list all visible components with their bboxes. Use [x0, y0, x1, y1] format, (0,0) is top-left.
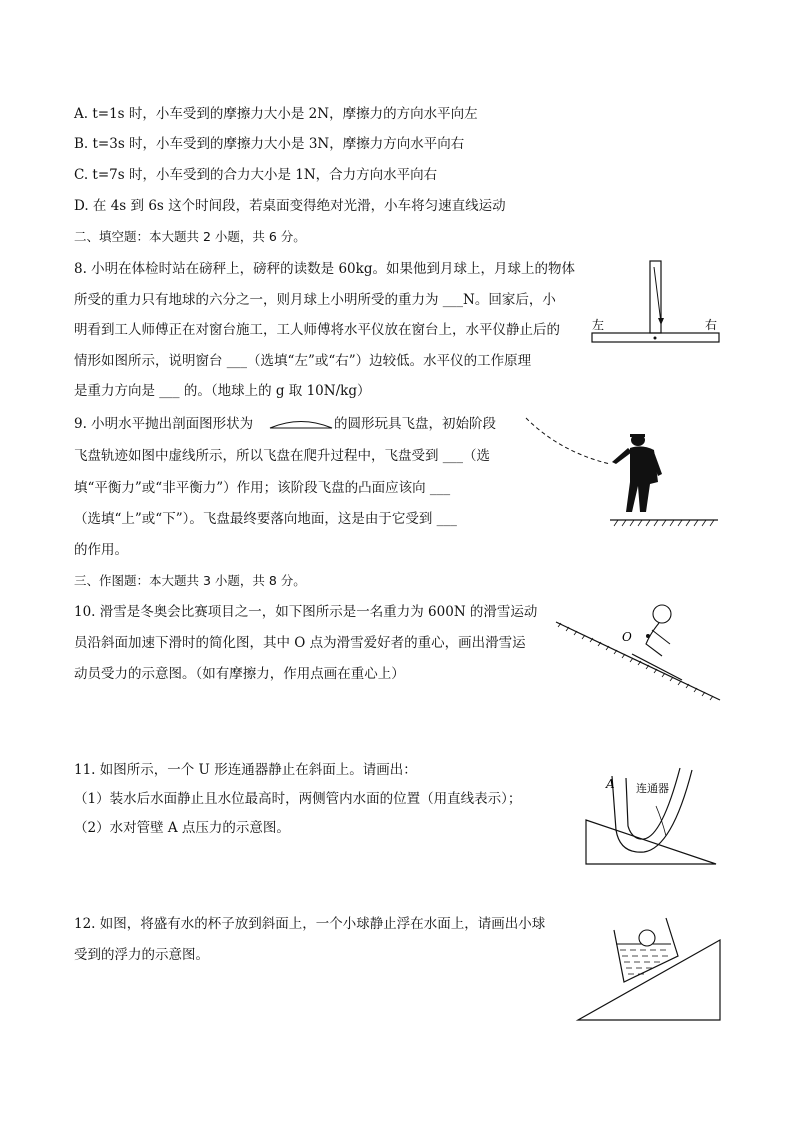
fig-label-left: 左 [592, 318, 605, 332]
center-of-gravity-dot [646, 634, 650, 638]
q9-line-1a: 9. 小明水平抛出剖面图形状为 [74, 416, 254, 432]
level-instrument [650, 261, 661, 333]
option-b: B. t=3s 时，小车受到的摩擦力大小是 3N，摩擦力方向水平向右 [74, 136, 465, 152]
q10-line-1: 10. 滑雪是冬奥会比赛项目之一，如下图所示是一名重力为 600N 的滑雪运动 [74, 604, 538, 620]
q8-line-3: 明看到工人师傅正在对窗台施工，工人师傅将水平仪放在窗台上，水平仪静止后的 [74, 322, 560, 338]
incline [586, 820, 716, 864]
q9-line-2: 飞盘轨迹如图中虚线所示，所以飞盘在爬升过程中，飞盘受到 ___（选 [74, 448, 491, 464]
fig-label-right: 右 [705, 318, 718, 332]
q9-line-4: （选填“上”或“下”）。飞盘最终要落向地面，这是由于它受到 ___ [74, 511, 457, 527]
q8-line-2: 所受的重力只有地球的六分之一，则月球上小明所受的重力为 ___N。回家后，小 [74, 292, 556, 308]
skier-arm [652, 630, 670, 644]
center-label-o: O [622, 630, 632, 644]
skier-body [646, 623, 662, 656]
plumb-line [654, 267, 661, 323]
option-a: A. t=1s 时，小车受到的摩擦力大小是 2N，摩擦力的方向水平向左 [74, 106, 478, 122]
level-figure [588, 255, 724, 350]
q11-line-2: （1）装水后水面静止且水位最高时，两侧管内水面的位置（用直线表示）； [74, 791, 522, 807]
q9-line-1b: 的圆形玩具飞盘，初始阶段 [334, 416, 496, 432]
u-tube-figure [582, 760, 722, 868]
q12-line-2: 受到的浮力的示意图。 [74, 947, 209, 963]
option-d: D. 在 4s 到 6s 这个时间段，若桌面变得绝对光滑，小车将匀速直线运动 [74, 198, 506, 214]
u-tube-inner [626, 768, 680, 839]
skier-head [653, 605, 671, 623]
q10-line-3: 动员受力的示意图。（如有摩擦力，作用点画在重心上） [74, 666, 405, 682]
frisbee-throw-figure [520, 412, 720, 534]
floating-ball-figure [574, 912, 724, 1024]
section-3-title: 三、作图题：本大题共 3 小题，共 8 分。 [74, 573, 306, 588]
option-c: C. t=7s 时，小车受到的合力大小是 1N，合力方向水平向右 [74, 167, 438, 183]
section-2-title: 二、填空题：本大题共 2 小题，共 6 分。 [74, 229, 306, 244]
water-hatch [620, 950, 668, 974]
floating-ball [639, 930, 655, 946]
q11-line-3: （2）水对管壁 A 点压力的示意图。 [74, 820, 290, 836]
trajectory-dashed-line [526, 418, 610, 464]
ground-hatch [614, 520, 714, 526]
skier-figure [552, 600, 722, 710]
q8-line-4: 情形如图所示，说明窗台 ___（选填“左”或“右”）边较低。水平仪的工作原理 [74, 353, 532, 369]
q10-line-2: 员沿斜面加速下滑时的简化图，其中 O 点为滑雪爱好者的重心，画出滑雪运 [74, 635, 526, 651]
q12-line-1: 12. 如图，将盛有水的杯子放到斜面上，一个小球静止浮在水面上，请画出小球 [74, 916, 546, 932]
center-dot [654, 337, 657, 340]
incline [578, 940, 720, 1020]
point-a-label: A [606, 777, 615, 791]
q9-line-3: 填“平衡力”或“非平衡力”）作用；该阶段飞盘的凸面应该向 ___ [74, 480, 451, 496]
plumb-bob [658, 318, 664, 325]
connector-label: 连通器 [636, 782, 669, 795]
thrower-silhouette [612, 434, 662, 512]
q11-line-1: 11. 如图所示，一个 U 形连通器静止在斜面上。请画出： [74, 762, 417, 778]
q8-line-5: 是重力方向是 ___ 的。（地球上的 g 取 10N/kg） [74, 383, 371, 399]
ski [632, 654, 682, 680]
frisbee-profile-icon [268, 416, 334, 432]
q9-line-5: 的作用。 [74, 542, 128, 558]
q8-line-1: 8. 小明在体检时站在磅秤上，磅秤的读数是 60kg。如果他到月球上，月球上的物体 [74, 261, 575, 277]
slope-line [556, 622, 720, 700]
